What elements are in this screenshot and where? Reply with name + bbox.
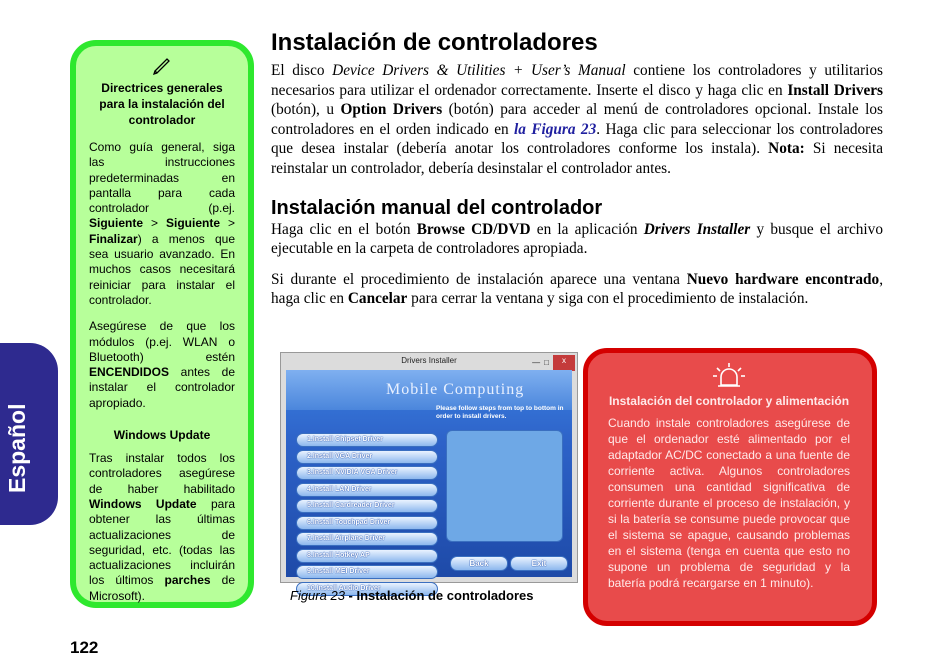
maximize-icon: □ [544, 358, 549, 367]
installer-banner: Mobile Computing [286, 370, 572, 410]
figure-caption [290, 588, 533, 603]
figure-reference-link[interactable]: la Figura 23 [514, 120, 597, 138]
window-controls [532, 355, 575, 371]
back-button: Back [450, 556, 508, 571]
driver-install-button: 1.Install Chipset Driver [296, 433, 438, 447]
warning-title: Instalación del controlador y alimentación [608, 394, 850, 408]
language-tab-label: Español [4, 403, 30, 493]
page-number: 122 [70, 638, 99, 657]
manual-install-paragraph: Haga clic en el botón Browse CD/DVD en la aplicación Drivers Installer y busque el archivo ejecutable en la carpeta de controladores apropiada. [271, 220, 883, 258]
note-subtitle: Windows Update [113, 428, 211, 443]
figure-caption-label: Figura 23 [290, 588, 345, 603]
exit-button: Exit [510, 556, 568, 571]
driver-install-button: 7.Install Airplane Driver [296, 532, 438, 546]
installer-body [286, 370, 572, 592]
installer-instructions: Please follow steps from top to bottom in order to install drivers. [436, 405, 564, 420]
driver-install-button: 5.Install Cardreader Driver [296, 499, 438, 513]
alarm-light-icon [608, 361, 850, 391]
note-box [70, 40, 254, 608]
driver-install-button: 3.Install NVIDIA VGA Driver [296, 466, 438, 480]
window-title: Drivers Installer [401, 356, 457, 365]
new-hardware-paragraph: Si durante el procedimiento de instalación aparece una ventana Nuevo hardware encontrado, haga clic en Cancelar para cerrar la ventana y siga con el procedimiento de instalación. [271, 270, 884, 308]
note-paragraph-2: Asegúrese de que los módulos (p.ej. WLAN o Bluetooth) estén ENCENDIDOS antes de instalar el controlador apropiado. [89, 319, 235, 410]
close-icon: x [553, 355, 575, 371]
page-title: Instalación de controladores [271, 29, 598, 56]
driver-install-button: 8.Install Hotkey AP [296, 549, 438, 563]
intro-paragraph: El disco Device Drivers & Utilities + User’s Manual contiene los controladores y utilitarios necesarios para utilizar el ordenador correctamente. Inserte el disco y haga clic en Install Drivers (botón), u Option Drivers (botón) para acceder al menú de controladores opcional. Instale los controladores en el orden indicado en la Figura 23. Haga clic para seleccionar los controladores que desea instalar (debería anotar los controladores conforme los instala). Nota: Si necesita reinstalar un controlador, debería desinstalar el controlador antes. [271, 62, 884, 177]
window-titlebar [281, 353, 577, 369]
drivers-installer-screenshot [280, 352, 578, 592]
driver-button-list [296, 433, 438, 598]
section-heading: Instalación manual del controlador [271, 196, 603, 219]
driver-install-button: 2.Install VGA Driver [296, 450, 438, 464]
warning-box [583, 348, 877, 626]
driver-install-button: 6.Install Touchpad Driver [296, 516, 438, 530]
note-paragraph-1: Como guía general, siga las instrucciones predeterminadas en pantalla para cada controlador (p.ej. Siguiente > Siguiente > Finalizar) a menos que sea usuario avanzado. En muchos casos necesitará reiniciar para instalar el controlador. [89, 140, 235, 307]
note-paragraph-3: Tras instalar todos los controladores asegúrese de haber habilitado Windows Update para obtener las últimas actualizaciones de seguridad, etc. (todas las actualizaciones incluirán los últimos parches de Microsoft). [89, 451, 235, 603]
minimize-icon: — [532, 358, 541, 367]
figure-caption-text: - Instalación de controladores [344, 588, 534, 603]
driver-install-button: 4.Install LAN Driver [296, 483, 438, 497]
note-title: Directrices generales para la instalación del controlador [99, 81, 225, 127]
installer-preview-panel [446, 430, 563, 542]
language-tab [0, 343, 58, 525]
warning-text: Cuando instale controladores asegúrese de que el ordenador esté alimentado por el adaptador AC/DC conectado a una fuente de corriente activa. Algunos controladores consumen una cantidad significativa de corriente durante el proceso de instalación, y si la batería se consume puede provocar que el sistema se apague, causando problemas en el sistema (tenga en cuenta que esto no supone un problema de seguridad y la batería podrá recargarse en 1 minuto). [608, 416, 850, 590]
driver-install-button: 10.Install Audio Driver [296, 582, 438, 596]
driver-install-button: 9.Install MEI Driver [296, 565, 438, 579]
pencil-icon [89, 56, 235, 78]
main-content [271, 28, 883, 309]
